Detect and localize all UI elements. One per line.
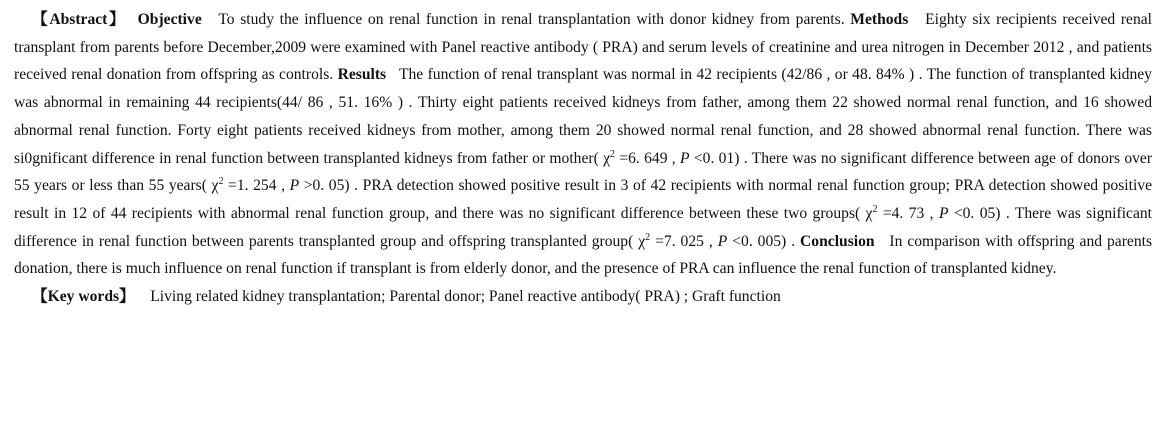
- stat-value-3: =4. 73 ,: [882, 204, 934, 222]
- objective-text: To study the influence on renal function in renal transplantation with donor kidney from parents.: [218, 11, 845, 28]
- methods-text: Eighty six recipients received renal transplant from parents before December,2009 were examined with Panel reactive antibody ( PRA) and serum levels of creatinine and urea nitrogen in December 2012 , and patients received renal donation from offspring as controls.: [14, 11, 1153, 84]
- chi-symbol-2: χ: [211, 177, 219, 195]
- results-text-3: >0. 05) . PRA detection showed positive result in 3 of 42 recipients with normal renal function group; PRA detection showed positive result in 12 of 44 recipients with abnormal renal function group, and there was no significant difference between these two groups(: [14, 177, 1152, 222]
- objective-label: Objective: [137, 11, 202, 28]
- chi-symbol-3: χ: [865, 204, 873, 222]
- chi-superscript-3: 2: [872, 203, 878, 215]
- keywords-text: Living related kidney transplantation; Parental donor; Panel reactive antibody( PRA) ; Graft function: [150, 288, 781, 306]
- results-text-2: <0. 01) . There was no significant difference between age of donors over 55 years or less than 55 years(: [14, 149, 1153, 195]
- conclusion-label: Conclusion: [800, 232, 875, 250]
- chi-superscript-2: 2: [218, 176, 224, 188]
- chi-superscript-4: 2: [645, 231, 651, 243]
- p-symbol-2: P: [289, 177, 300, 195]
- chi-superscript-1: 2: [610, 148, 616, 160]
- abstract-bracket-open: 【: [32, 11, 50, 28]
- results-label: Results: [337, 66, 387, 84]
- abstract-bracket-close: 】: [107, 11, 127, 28]
- chi-symbol-4: χ: [638, 232, 646, 250]
- results-text-5: <0. 005) .: [732, 232, 796, 250]
- results-text-4: <0. 05) . There was significant difference in renal function between parents transplanted group and offspring transplanted group(: [14, 204, 1152, 250]
- methods-label: Methods: [850, 11, 909, 28]
- abstract-paragraph: [14, 6, 1152, 283]
- abstract-heading: Abstract: [49, 11, 108, 28]
- chi-symbol-1: χ: [603, 149, 611, 167]
- stat-value-1: =6. 649 ,: [619, 149, 676, 167]
- results-text-1: The function of renal transplant was normal in 42 recipients (42/86 , or 48. 84% ) . The function of transplanted kidney was abnormal in remaining 44 recipients(44/ 86 , 51. 16% ) . Thirty eight patients received kidneys from father, among them 22 showed normal renal function, and 16 showed abnormal renal function. Forty eight patients received kidneys from mother, among them 20 showed normal renal function, and 28 showed abnormal renal function. There was si0gnificant difference in renal function between transplanted kidneys from father or mother(: [14, 66, 1152, 167]
- keywords-paragraph: [14, 283, 1152, 311]
- p-symbol-3: P: [938, 204, 949, 222]
- keywords-bracket-close: 】: [119, 288, 135, 306]
- stat-value-4: =7. 025 ,: [655, 232, 713, 250]
- keywords-heading: Key words: [47, 288, 120, 306]
- keywords-bracket-open: 【: [32, 288, 48, 306]
- p-symbol-1: P: [680, 149, 690, 167]
- stat-value-2: =1. 254 ,: [228, 177, 285, 195]
- p-symbol-4: P: [717, 232, 728, 250]
- conclusion-text: In comparison with offspring and parents donation, there is much influence on renal function if transplant is from elderly donor, and the presence of PRA can influence the renal function of transplanted kidney.: [14, 232, 1153, 278]
